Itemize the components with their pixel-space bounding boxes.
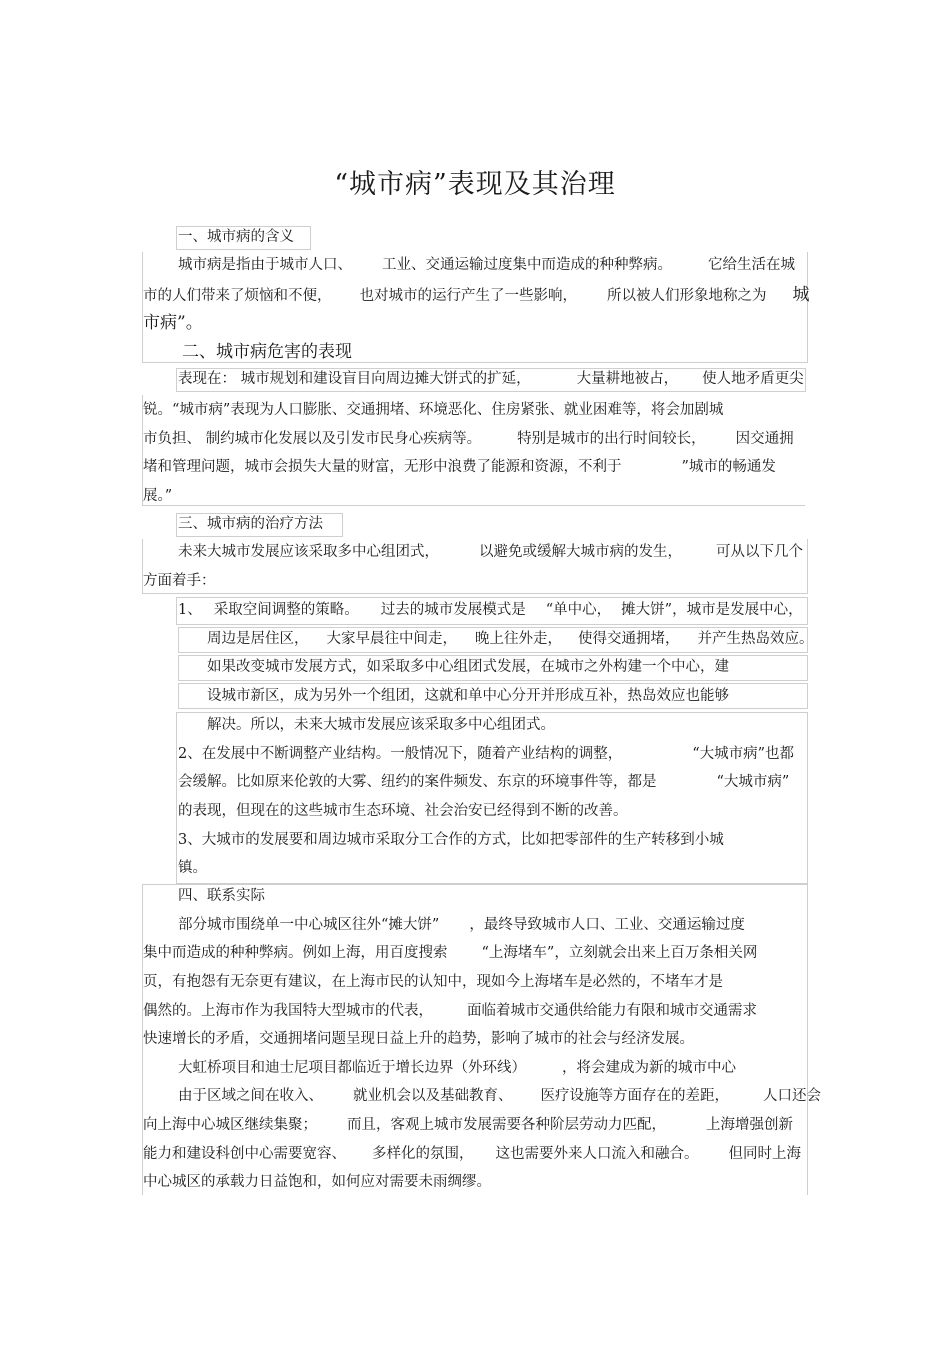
section-heading-3: 三、城市病的治疗方法: [178, 516, 323, 532]
text-segment: 它给生活在城: [708, 257, 795, 273]
text-segment: “上海堵车”，立刻就会出来上百万条相关网: [481, 945, 758, 961]
text-segment: 市的人们带来了烦恼和不便，: [143, 288, 332, 304]
text-segment: 会缓解。比如原来伦敦的大雾、纽约的案件频发、东京的环境事件等，都是: [178, 774, 657, 790]
text-segment: 以避免或缓解大城市病的发生，: [479, 544, 682, 560]
text-segment: 但同时上海: [728, 1146, 801, 1162]
paragraph-line: 中心城区的承载力日益饱和，如何应对需要未雨绸缪。: [143, 1174, 491, 1190]
text-segment: “大城市病”也都: [692, 746, 795, 762]
document-title: “城市病”表现及其治理: [334, 169, 616, 200]
text-segment: 也对城市的运行产生了一些影响，: [359, 288, 577, 304]
text-segment: 采取空间调整的策略。: [213, 602, 359, 618]
list-item-line: 如果改变城市发展方式，如采取多中心组团式发展，在城市之外构建一个中心，建: [207, 659, 729, 675]
text-segment: 能力和建设科创中心需要宽容、: [143, 1146, 346, 1162]
text-segment: 表现在： 城市规划和建设盲目向周边摊大饼式的扩延，: [178, 371, 531, 387]
text-segment: ”城市的畅通发: [681, 459, 776, 475]
paragraph-line: 市病”。: [143, 313, 203, 333]
text-segment: 面临着城市交通供给能力有限和城市交通需求: [467, 1003, 757, 1019]
text-segment: 城市病是指由于城市人口、: [178, 257, 352, 273]
text-segment: 人口还会: [763, 1088, 821, 1104]
text-segment: 集中而造成的种种弊病。例如上海，用百度搜索: [143, 945, 448, 961]
text-segment: 医疗设施等方面存在的差距，: [540, 1088, 729, 1104]
text-segment: 晚上往外走，: [475, 631, 562, 647]
text-segment: 堵和管理问题，城市会损失大量的财富，无形中浪费了能源和资源，不利于: [143, 459, 622, 475]
paragraph-line: [178, 369, 804, 389]
text-segment: 摊大饼”，城市是发展中心，: [621, 602, 803, 618]
paragraph-line: [143, 943, 757, 963]
list-item-line: [178, 600, 803, 620]
paragraph-line: [143, 429, 794, 449]
text-segment: 这也需要外来人口流入和融合。: [495, 1146, 699, 1162]
paragraph-line: [143, 1144, 801, 1164]
paragraph-line: 页，有抱怨有无奈更有建议，在上海市民的认知中，现如今上海堵车是必然的，不堵车才是: [143, 974, 723, 990]
text-segment: 大量耕地被占，: [576, 371, 679, 387]
text-segment: 多样化的氛围，: [372, 1146, 474, 1162]
paragraph-line: [178, 542, 803, 562]
list-number: 1、: [178, 602, 202, 618]
text-segment: 过去的城市发展模式是: [380, 602, 526, 618]
text-segment: ，最终导致城市人口、工业、交通运输过度: [469, 917, 745, 933]
text-segment: 使得交通拥堵，: [578, 631, 680, 647]
section-heading-1: 一、城市病的含义: [178, 229, 294, 245]
paragraph-line: [143, 457, 776, 477]
text-segment: 特别是城市的出行时间较长，: [517, 431, 706, 447]
text-segment: 大虹桥项目和迪士尼项目都临近于增长边界（外环线）: [178, 1060, 526, 1076]
list-item-line: [178, 744, 794, 764]
text-segment: 因交通拥: [735, 431, 794, 447]
list-item-line: [207, 629, 814, 649]
text-segment: 2、在发展中不断调整产业结构。一般情况下，随着产业结构的调整，: [178, 746, 623, 762]
text-segment: 上海增强创新: [706, 1117, 793, 1133]
paragraph-line: [178, 915, 745, 935]
text-segment: 工业、交通运输过度集中而造成的种种弊病。: [382, 257, 672, 273]
text-segment: ，将会建成为新的城市中心: [562, 1060, 736, 1076]
text-segment: 使人地矛盾更尖: [702, 371, 804, 387]
paragraph-line: [178, 1086, 821, 1106]
text-segment: “单中心，: [545, 602, 612, 618]
list-item-line: 镇。: [178, 860, 207, 876]
text-segment: 周边是居住区，: [207, 631, 309, 647]
list-item-line: 设城市新区，成为另外一个组团，这就和单中心分开并形成互补，热岛效应也能够: [207, 688, 729, 704]
paragraph-line: [143, 1115, 793, 1135]
list-item-line: [178, 772, 789, 792]
paragraph-line: 方面着手：: [143, 573, 216, 589]
text-segment: 部分城市围绕单一中心城区往外“摊大饼”: [178, 917, 440, 933]
text-segment: 而且，客观上城市发展需要各种阶层劳动力匹配，: [347, 1117, 666, 1133]
paragraph-line: [178, 255, 795, 275]
text-segment: 市负担、 制约城市化发展以及引发市民身心疾病等。: [143, 431, 482, 447]
list-item-line: 3、大城市的发展要和周边城市采取分工合作的方式，比如把零部件的生产转移到小城: [178, 832, 724, 848]
paragraph-line: 快速增长的矛盾，交通拥堵问题呈现日益上升的趋势，影响了城市的社会与经济发展。: [143, 1031, 694, 1047]
text-segment: 所以被人们形象地称之为: [607, 288, 767, 304]
paragraph-line: [143, 285, 810, 306]
section-heading-4: 四、联系实际: [178, 888, 265, 904]
text-segment: 大家早晨往中间走，: [326, 631, 457, 647]
frame: [176, 712, 808, 884]
text-segment: “大城市病”: [716, 774, 790, 790]
section-heading-2: 二、城市病危害的表现: [182, 342, 352, 362]
paragraph-line: [178, 1058, 736, 1078]
paragraph-line: 锐。“城市病”表现为人口膨胀、交通拥堵、环境恶化、住房紧张、就业困难等，将会加剧城: [143, 402, 724, 418]
list-item-line: 解决。所以，未来大城市发展应该采取多中心组团式。: [207, 717, 555, 733]
text-segment: 向上海中心城区继续集聚；: [143, 1117, 317, 1133]
text-segment: 并产生热岛效应。: [697, 631, 814, 647]
paragraph-line: [143, 1001, 757, 1021]
paragraph-line: 展。”: [143, 488, 173, 504]
text-segment: 城: [792, 285, 810, 305]
text-segment: 就业机会以及基础教育、: [353, 1088, 513, 1104]
text-segment: 由于区域之间在收入、: [178, 1088, 323, 1104]
text-segment: 偶然的。上海市作为我国特大型城市的代表，: [143, 1003, 433, 1019]
list-item-line: 的表现，但现在的这些城市生态环境、社会治安已经得到不断的改善。: [178, 803, 628, 819]
text-segment: 可从以下几个: [716, 544, 803, 560]
text-segment: 未来大城市发展应该采取多中心组团式，: [178, 544, 439, 560]
